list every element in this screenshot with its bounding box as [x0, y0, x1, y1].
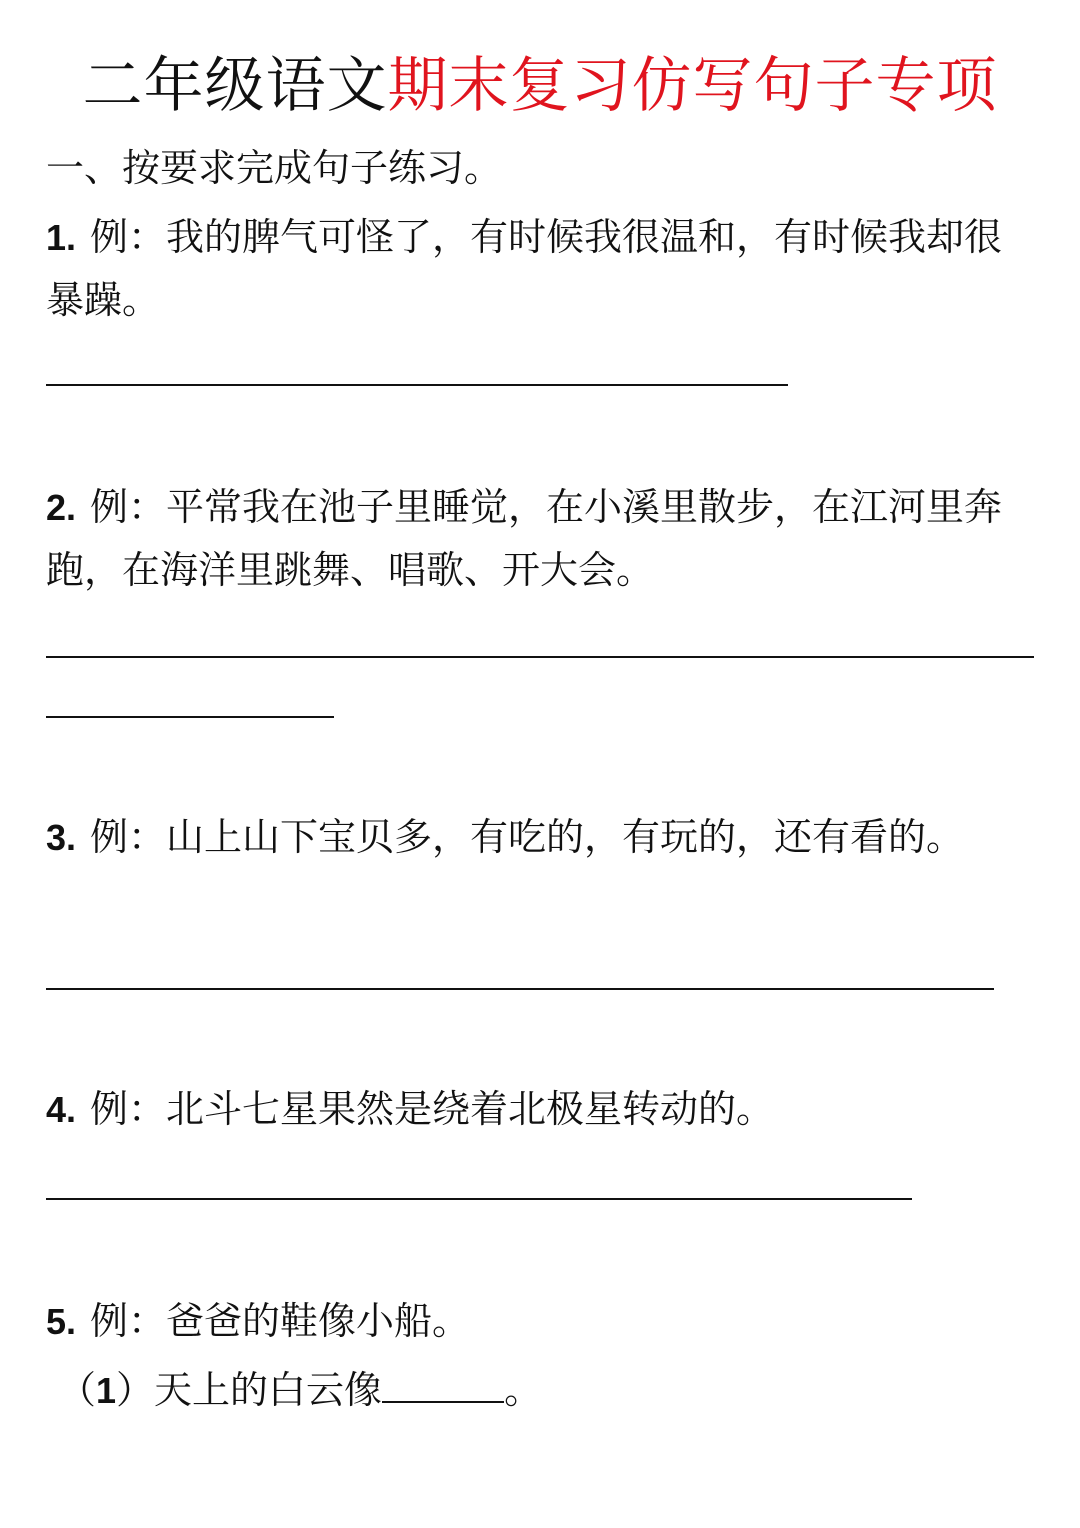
question-1 [46, 206, 1026, 331]
question-2 [46, 476, 1026, 601]
answer-line-4[interactable] [46, 1198, 912, 1200]
sub-item-1 [58, 1362, 542, 1419]
page-title [0, 46, 1080, 126]
question-text: 例：山上山下宝贝多，有吃的，有玩的，还有看的。 [90, 815, 965, 859]
title-topic: 期末复习仿写句子专项 [387, 51, 998, 121]
answer-line-1[interactable] [46, 384, 788, 386]
title-grade-subject: 二年级语文 [82, 51, 388, 121]
question-number: 2. [46, 487, 77, 528]
sub-item-number: 1 [96, 1370, 117, 1411]
sub-item-end-mark: 。 [504, 1368, 543, 1412]
answer-line-3[interactable] [46, 988, 994, 990]
question-text: 例：平常我在池子里睡觉，在小溪里散步，在江河里奔跑，在海洋里跳舞、唱歌、开大会。 [46, 485, 1003, 592]
section-heading: 一、按要求完成句子练习。 [46, 146, 503, 190]
question-number: 4. [46, 1089, 77, 1130]
question-text: 例：爸爸的鞋像小船。 [90, 1299, 471, 1343]
answer-line-2a[interactable] [46, 656, 1034, 658]
question-number: 1. [46, 217, 77, 258]
question-5 [46, 1290, 1026, 1353]
question-4 [46, 1078, 1026, 1141]
question-number: 3. [46, 817, 77, 858]
question-3 [46, 806, 1026, 869]
sub-item-open-paren: （ [58, 1368, 97, 1412]
question-text: 例：北斗七星果然是绕着北极星转动的。 [90, 1087, 775, 1131]
answer-line-2b[interactable] [46, 716, 334, 718]
question-text: 例：我的脾气可怪了，有时候我很温和，有时候我却很暴躁。 [46, 215, 1003, 322]
sub-item-text: ）天上的白云像 [116, 1368, 383, 1412]
fill-in-blank[interactable] [382, 1369, 504, 1403]
question-number: 5. [46, 1301, 77, 1342]
